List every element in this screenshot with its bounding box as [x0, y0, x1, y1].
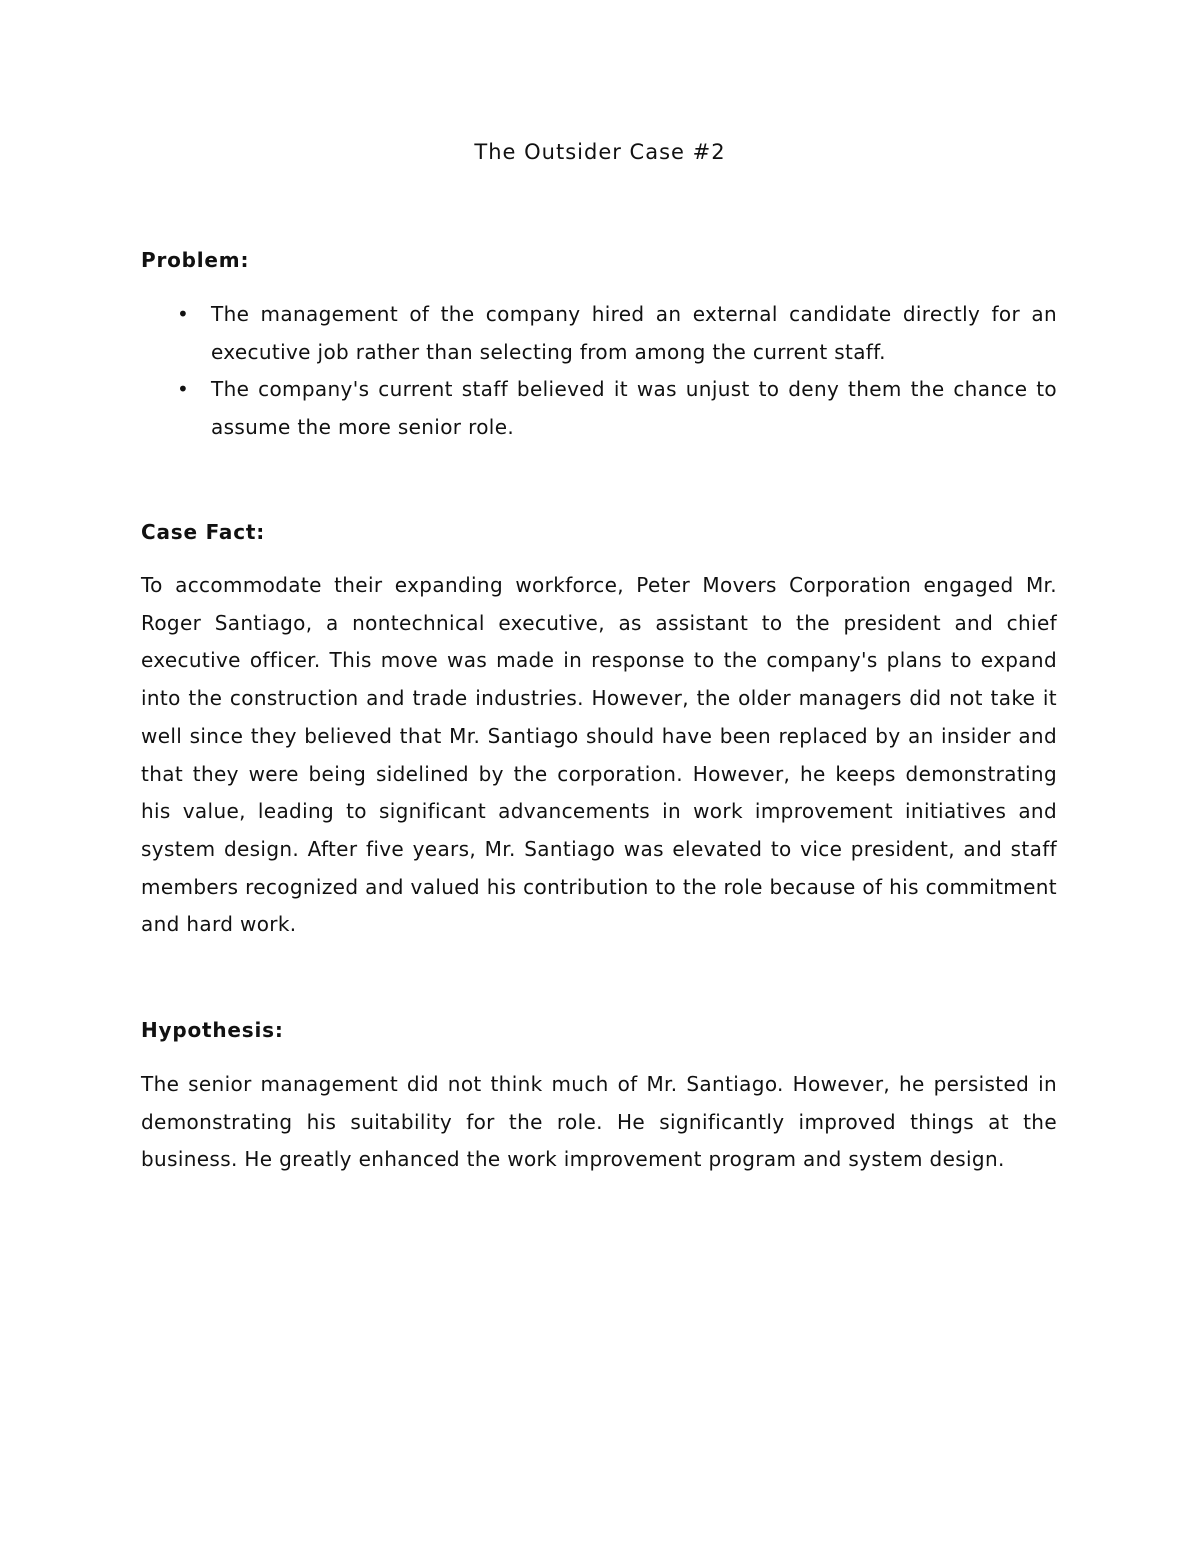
- problem-bullet-item: [141, 371, 1057, 446]
- problem-heading: Problem:: [141, 248, 250, 272]
- problem-bullet-text: The company's current staff believed it was unjust to deny them the chance to assume the more senior role.: [211, 377, 1057, 440]
- hypothesis-paragraph: The senior management did not think much of Mr. Santiago. However, he persisted in demonstrating his suitability for the role. He significantly improved things at the business. He greatly enhanced the work improvement program and system design.: [141, 1072, 1057, 1172]
- problem-bullet-item: [141, 296, 1057, 371]
- problem-bullet-list: [141, 296, 1057, 447]
- problem-bullet-text: The management of the company hired an external candidate directly for an executive job rather than selecting from among the current staff.: [211, 302, 1057, 364]
- case-fact-paragraph: To accommodate their expanding workforce, Peter Movers Corporation engaged Mr. Roger Santiago, a nontechnical executive, as assistant to the president and chief executive officer. This move was made in response to the company's plans to expand into the construction and trade industries. However, the older managers did not take it well since they believed that Mr. Santiago should have been replaced by an insider and that they were being sidelined by the corporation. However, he keeps demonstrating his value, leading to significant advancements in work improvement initiatives and system design. After five years, Mr. Santiago was elevated to vice president, and staff members recognized and valued his contribution to the role because of his commitment and hard work.: [141, 573, 1057, 937]
- bullet-dot-icon: •: [177, 377, 190, 402]
- hypothesis-heading: Hypothesis:: [141, 1018, 284, 1042]
- bullet-dot-icon: •: [177, 302, 190, 326]
- document-title: The Outsider Case #2: [474, 140, 726, 164]
- case-fact-heading: Case Fact:: [141, 520, 266, 544]
